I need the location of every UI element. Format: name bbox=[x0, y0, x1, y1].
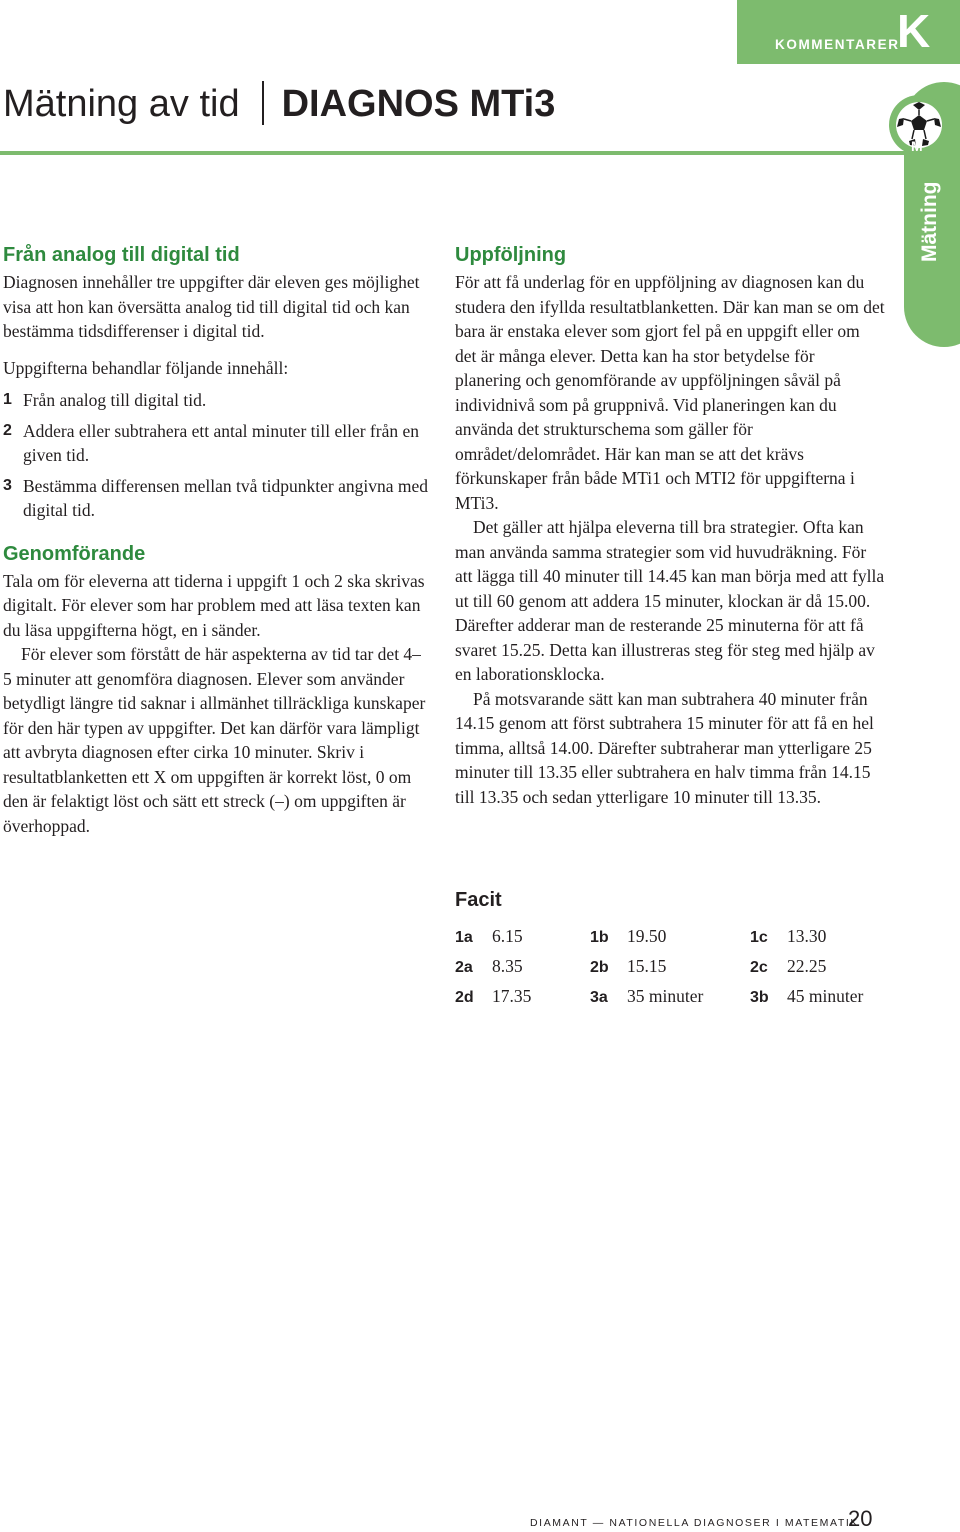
list-item bbox=[3, 388, 428, 413]
list-item-number: 1 bbox=[3, 391, 12, 408]
facit-value: 6.15 bbox=[492, 926, 523, 946]
list-item-number: 3 bbox=[3, 476, 12, 494]
list-item bbox=[3, 474, 428, 523]
section-heading-analog-digital: Från analog till digital tid bbox=[3, 244, 240, 266]
list-item bbox=[3, 419, 428, 468]
page-title bbox=[3, 80, 555, 128]
facit-key: 1a bbox=[455, 929, 473, 946]
page-title-diagnosis: DIAGNOS MTi3 bbox=[281, 83, 556, 125]
footer-series-title: DIAMANT — NATIONELLA DIAGNOSER I MATEMATIK bbox=[530, 1517, 859, 1529]
section-tab-label: KOMMENTARER bbox=[775, 37, 900, 52]
facit-value: 17.35 bbox=[492, 986, 532, 1006]
badge-letter: M bbox=[911, 138, 923, 154]
facit-key: 2a bbox=[455, 959, 473, 976]
facit-key: 2c bbox=[750, 959, 768, 976]
facit-value: 13.30 bbox=[787, 926, 827, 946]
intro-paragraph: Diagnosen innehåller tre uppgifter där eleven ges möjlighet visa att hon kan översätta analog tid till digital tid och kan bestämma tidsdifferenser i digital tid. bbox=[3, 272, 420, 341]
page-title-topic: Mätning av tid bbox=[3, 83, 240, 125]
facit-value: 15.15 bbox=[627, 956, 667, 976]
facit-answer bbox=[590, 954, 666, 980]
facit-heading: Facit bbox=[455, 889, 502, 911]
uppfoljning-paragraph-1: För att få underlag för en uppföljning av diagnosen kan du studera den ifyllda resultatblanketten. Där kan man se om det bara är enstaka elever som gjort fel på en uppgift eller om det är många elever. Detta kan ha stor betydelse för planering och genomförande av uppföljningen såväl på individnivå som på gruppnivå. Vid planeringen kan du använda det strukturschema som gäller för området/delområdet. Här kan man se att det krävs förkunskaper från både MTi1 och MTI2 för uppgifterna i MTi3. bbox=[455, 272, 885, 513]
content-lead: Uppgifterna behandlar följande innehåll: bbox=[3, 357, 289, 378]
title-separator bbox=[262, 81, 264, 125]
facit-answer bbox=[590, 924, 666, 950]
section-tab-letter: K bbox=[897, 5, 931, 57]
right-column bbox=[455, 240, 885, 809]
list-item-text: Från analog till digital tid. bbox=[23, 390, 207, 410]
title-rule bbox=[0, 151, 906, 155]
uppfoljning-paragraph-3: På motsvarande sätt kan man subtrahera 40 minuter från 14.15 genom att först subtrahera 15 minuter för att få en hel timma, alltså 14.00. Därefter subtraherar man ytterligare 25 minuter till 13.35 eller subtrahera en halv timma från 14.15 till 13.35 och sedan ytterligare 10 minuter till 13.35. bbox=[455, 688, 874, 807]
facit-key: 1b bbox=[590, 929, 609, 946]
facit-value: 35 minuter bbox=[627, 986, 704, 1006]
facit-answer bbox=[750, 984, 863, 1010]
facit-key: 1c bbox=[750, 929, 768, 946]
facit-value: 19.50 bbox=[627, 926, 667, 946]
side-label: Mätning bbox=[918, 181, 941, 262]
facit-answer bbox=[750, 924, 826, 950]
facit-answer bbox=[455, 924, 523, 950]
page-number: 20 bbox=[848, 1506, 873, 1531]
genomforande-paragraph-1: Tala om för eleverna att tiderna i uppgift 1 och 2 ska skrivas digitalt. För elever som har problem med att läsa texten kan du läsa uppgifterna högt, en i sänder. bbox=[3, 570, 425, 640]
list-item-text: Addera eller subtrahera ett antal minuter till eller från en given tid. bbox=[23, 420, 419, 465]
facit-value: 22.25 bbox=[787, 956, 827, 976]
facit-answer bbox=[455, 984, 531, 1010]
genomforande-paragraph-2: För elever som förstått de här aspekterna av tid tar det 4–5 minuter att genomföra diagnosen. Elever som använder betydligt längre tid saknar i allmänhet tillräckliga kunskaper för den här typen av uppgifter. Det kan därför vara lämpligt att avbryta diagnosen efter cirka 10 minuter. Skriv i resultatblanketten ett X om uppgiften är korrekt löst, 0 om den är felaktigt löst och sätt ett streck (–) om uppgiften är överhoppad. bbox=[3, 644, 426, 836]
facit-value: 45 minuter bbox=[787, 986, 864, 1006]
section-heading-uppfoljning: Uppföljning bbox=[455, 244, 567, 266]
facit-answer bbox=[750, 954, 826, 980]
facit-key: 2b bbox=[590, 959, 609, 976]
facit-value: 8.35 bbox=[492, 956, 523, 976]
uppfoljning-paragraph-2: Det gäller att hjälpa eleverna till bra strategier. Ofta kan man använda samma strategier som vid huvudräkning. För att lägga till 40 minuter till 14.45 kan man börja med att fylla ut till 60 genom att addera 15 minuter, klockan är då 15.00. Därefter adderar man de resterande 25 minuterna för att få svaret 15.25. Detta kan illustreras steg för steg med hjälp av en laborationsklocka. bbox=[455, 517, 885, 684]
facit-key: 2d bbox=[455, 989, 474, 1006]
facit-key: 3a bbox=[590, 989, 608, 1006]
section-heading-genomforande: Genomförande bbox=[3, 542, 146, 565]
facit-answer bbox=[590, 984, 703, 1010]
left-column bbox=[3, 240, 428, 838]
facit-answer bbox=[455, 954, 523, 980]
facit-key: 3b bbox=[750, 989, 769, 1006]
list-item-text: Bestämma differensen mellan två tidpunkter angivna med digital tid. bbox=[23, 475, 428, 520]
list-item-number: 2 bbox=[3, 421, 12, 439]
